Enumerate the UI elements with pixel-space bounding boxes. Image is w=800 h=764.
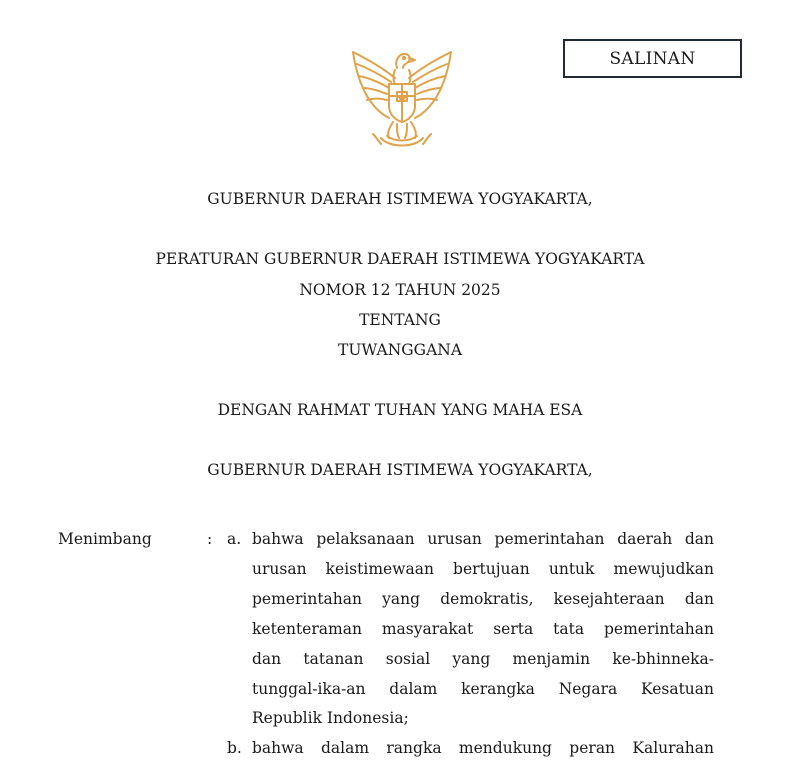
regulation-about: TENTANG bbox=[359, 311, 441, 329]
considering-colon: : bbox=[207, 530, 213, 548]
garuda-pancasila-emblem-icon bbox=[343, 38, 461, 156]
item-letter-a: a. bbox=[227, 530, 242, 548]
item-a-line-6: tunggal-ika-an dalam kerangka Negara Kesatuan bbox=[252, 680, 714, 698]
regulation-title: PERATURAN GUBERNUR DAERAH ISTIMEWA YOGYAKARTA bbox=[155, 250, 645, 268]
item-b-line-1: bahwa dalam rangka mendukung peran Kalurahan bbox=[252, 739, 714, 757]
regulation-subject: TUWANGGANA bbox=[337, 341, 463, 359]
considering-label: Menimbang bbox=[58, 530, 152, 548]
item-a-line-2: urusan keistimewaan bertujuan untuk mewujudkan bbox=[252, 560, 714, 578]
item-a-line-4: ketenteraman masyarakat serta tata pemerintahan bbox=[252, 620, 714, 638]
item-a-line-1: bahwa pelaksanaan urusan pemerintahan daerah dan bbox=[252, 530, 714, 548]
item-a-line-7: Republik Indonesia; bbox=[252, 709, 409, 727]
regulation-number: NOMOR 12 TAHUN 2025 bbox=[299, 281, 501, 299]
governor-heading: GUBERNUR DAERAH ISTIMEWA YOGYAKARTA, bbox=[207, 190, 593, 208]
blessing-line: DENGAN RAHMAT TUHAN YANG MAHA ESA bbox=[217, 401, 583, 419]
item-letter-b: b. bbox=[227, 739, 242, 757]
stamp-label: SALINAN bbox=[609, 48, 696, 69]
item-a-line-3: pemerintahan yang demokratis, kesejahteraan dan bbox=[252, 590, 714, 608]
governor-heading-2: GUBERNUR DAERAH ISTIMEWA YOGYAKARTA, bbox=[207, 461, 593, 479]
item-a-line-5: dan tatanan sosial yang menjamin ke-bhinneka- bbox=[252, 650, 714, 668]
salinan-stamp bbox=[563, 39, 742, 78]
